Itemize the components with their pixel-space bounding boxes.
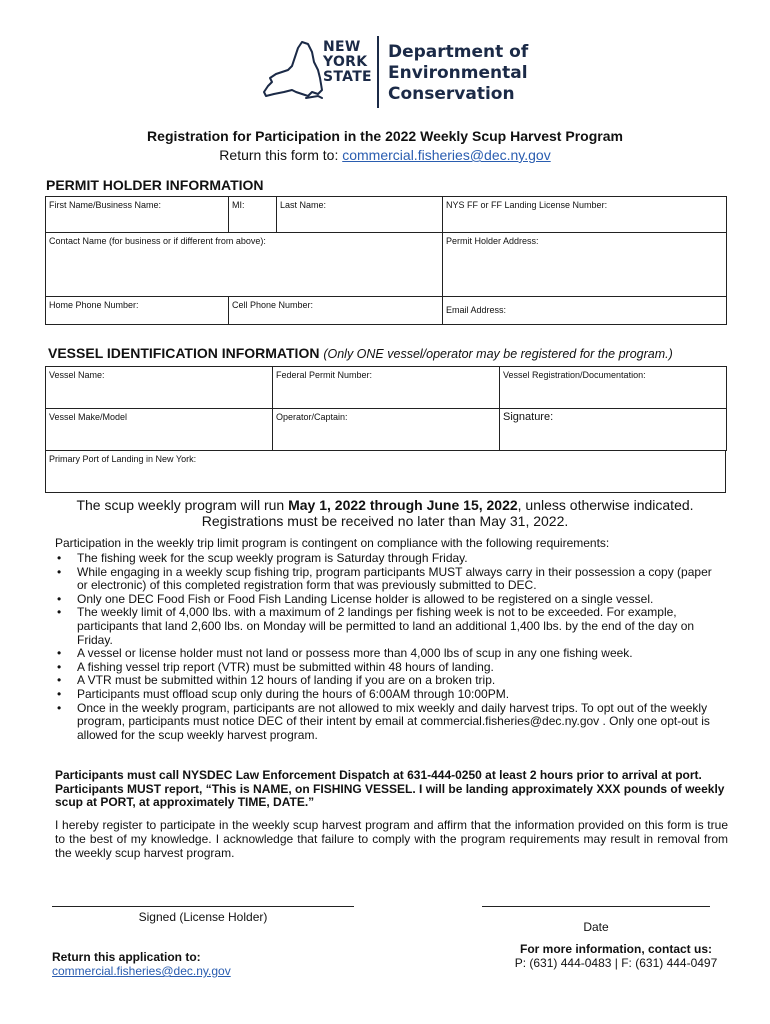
contact-name-field[interactable]: Contact Name (for business or if different from above): [46, 233, 443, 297]
agency-name [388, 42, 528, 105]
return-prefix: Return this form to: [219, 147, 343, 163]
registration-deadline: Registrations must be received no later than May 31, 2022. [201, 513, 569, 529]
license-number-field[interactable]: NYS FF or FF Landing License Number: [443, 197, 727, 233]
program-run-line [0, 497, 770, 513]
federal-permit-field[interactable]: Federal Permit Number: [273, 367, 500, 409]
return-email-link[interactable]: commercial.fisheries@dec.ny.gov [342, 147, 551, 163]
vessel-table [45, 366, 727, 451]
signature-field[interactable]: Signature: [500, 409, 727, 451]
list-item: • The fishing week for the scup weekly program is Saturday through Friday. [55, 552, 715, 566]
requirements-intro: Participation in the weekly trip limit program is contingent on compliance with the following requirements: [55, 536, 610, 550]
list-item: • While engaging in a weekly scup fishing trip, program participants MUST always carry in their possession a copy (paper or electronic) of this completed registration form that was previously submitted to DEC. [55, 566, 715, 593]
logo-divider [377, 36, 379, 108]
logo-word-state: STATE [323, 69, 372, 85]
program-run-prefix: The scup weekly program will run [76, 497, 289, 513]
date-line[interactable] [482, 906, 710, 907]
last-name-field[interactable]: Last Name: [277, 197, 443, 233]
return-instructions [0, 147, 770, 163]
program-run-dates: May 1, 2022 through June 15, 2022 [288, 497, 518, 513]
logo-word-york: YORK [323, 54, 368, 70]
agency-line-1: Department of [388, 42, 529, 62]
agency-line-2: Environmental [388, 63, 528, 83]
new-york-state-map-icon [262, 40, 324, 102]
operator-captain-field[interactable]: Operator/Captain: [273, 409, 500, 451]
return-application-label: Return this application to: [52, 950, 201, 964]
first-name-field[interactable]: First Name/Business Name: [46, 197, 229, 233]
state-logo-text [323, 40, 372, 85]
cell-phone-field[interactable]: Cell Phone Number: [229, 297, 443, 325]
list-item: • Only one DEC Food Fish or Food Fish Landing License holder is allowed to be registered on a single vessel. [55, 593, 715, 607]
logo-word-new: NEW [323, 39, 361, 55]
mi-field[interactable]: MI: [229, 197, 277, 233]
signed-label: Signed (License Holder) [138, 910, 268, 924]
form-title: Registration for Participation in the 2022 Weekly Scup Harvest Program [147, 128, 623, 144]
vessel-heading-note: (Only ONE vessel/operator may be registered for the program.) [323, 347, 673, 361]
certification-statement: I hereby register to participate in the weekly scup harvest program and affirm that the information provided on this form is true to the best of my knowledge. I acknowledge that failure to comply with the program requirements may result in removal from the weekly scup harvest program. [55, 818, 728, 860]
agency-line-3: Conservation [388, 84, 515, 104]
primary-port-field[interactable]: Primary Port of Landing in New York: [46, 451, 726, 493]
vessel-registration-field[interactable]: Vessel Registration/Documentation: [500, 367, 727, 409]
address-field[interactable]: Permit Holder Address: [443, 233, 727, 297]
program-run-suffix: , unless otherwise indicated. [517, 497, 694, 513]
list-item: • A VTR must be submitted within 12 hours of landing if you are on a broken trip. [55, 674, 715, 688]
email-field[interactable]: Email Address: [443, 297, 727, 325]
contact-phone-numbers: P: (631) 444-0483 | F: (631) 444-0497 [514, 956, 718, 970]
port-table [45, 450, 726, 493]
return-application-email-link[interactable]: commercial.fisheries@dec.ny.gov [52, 964, 231, 978]
list-item: • The weekly limit of 4,000 lbs. with a maximum of 2 landings per fishing week is not to be exceeded. For example, participants that land 2,600 lbs. on Monday will be permitted to land an additional 1,400 lbs. by the end of the day on Friday. [55, 606, 715, 647]
program-dates [0, 497, 770, 529]
vessel-name-field[interactable]: Vessel Name: [46, 367, 273, 409]
list-item: • A vessel or license holder must not land or possess more than 4,000 lbs of scup in any one fishing week. [55, 647, 715, 661]
dispatch-notice: Participants must call NYSDEC Law Enforcement Dispatch at 631-444-0250 at least 2 hours prior to arrival at port. Participants MUST report, “This is NAME, on FISHING VESSEL. I will be landing approximately XXX pounds of weekly scup at PORT, at approximately TIME, DATE.” [55, 768, 725, 809]
more-info-label: For more information, contact us: [519, 942, 712, 956]
requirements-list [55, 552, 715, 742]
list-item: • A fishing vessel trip report (VTR) must be submitted within 48 hours of landing. [55, 661, 715, 675]
permit-section-heading: PERMIT HOLDER INFORMATION [46, 177, 264, 193]
permit-holder-table [45, 196, 727, 325]
list-item: • Once in the weekly program, participants are not allowed to mix weekly and daily harvest trips. To opt out of the weekly program, participants must notice DEC of their intent by email at commercial.fisheries@dec.ny.gov . Only one opt-out is allowed for the scup weekly harvest program. [55, 702, 715, 743]
vessel-heading-text: VESSEL IDENTIFICATION INFORMATION [48, 345, 320, 361]
home-phone-field[interactable]: Home Phone Number: [46, 297, 229, 325]
vessel-section-heading [48, 345, 673, 361]
signature-line[interactable] [52, 906, 354, 907]
vessel-make-model-field[interactable]: Vessel Make/Model [46, 409, 273, 451]
list-item: • Participants must offload scup only during the hours of 6:00AM through 10:00PM. [55, 688, 715, 702]
date-label: Date [583, 920, 609, 934]
